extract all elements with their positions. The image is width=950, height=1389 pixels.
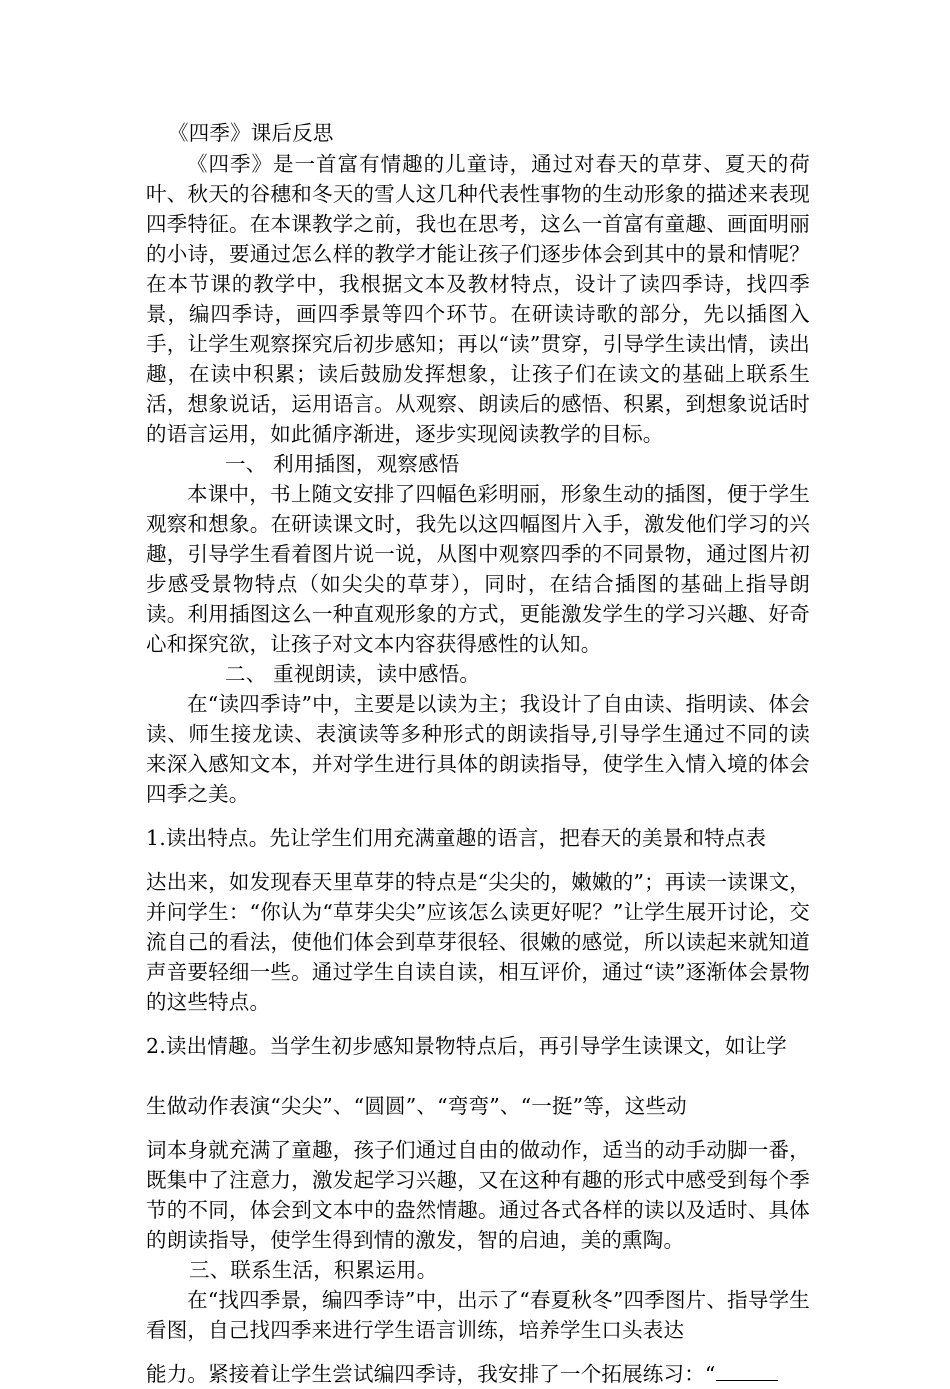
section-3-last-text: 能力。紧接着让学生尝试编四季诗，我安排了一个拓展练习：“ <box>146 1362 716 1386</box>
document-page <box>146 118 810 1389</box>
point-2-second-line: 生做动作表演“尖尖”、“圆圆”、“弯弯”、“一挺”等，这些动 <box>146 1094 687 1118</box>
fill-in-blank-line <box>716 1360 778 1381</box>
section-1-heading: 一、 利用插图，观察感悟 <box>225 452 460 476</box>
section-2-paragraph: 在“读四季诗”中，主要是以读为主；我设计了自由读、指明读、体会读、师生接龙读、表演读等多种形式的朗读指导,引导学生通过不同的读来深入感知文本，并对学生进行具体的朗读指导，使学生入情入境的体会四季之美。 <box>146 692 810 806</box>
point-2-paragraph: 词本身就充满了童趣，孩子们通过自由的做动作，适当的动手动脚一番，既集中了注意力，激发起学习兴趣，又在这种有趣的形式中感受到每个季节的不同，体会到文本中的盎然情趣。通过各式各样的读以及适时、具体的朗读指导，使学生得到情的激发，智的启迪，美的熏陶。 <box>146 1138 810 1252</box>
document-title: 《四季》课后反思 <box>168 121 334 145</box>
section-3-paragraph: 在“找四季景，编四季诗”中，出示了“春夏秋冬”四季图片、指导学生看图，自己找四季来进行学生语言训练，培养学生口头表达 <box>146 1288 810 1342</box>
section-3-last-line <box>146 1359 810 1389</box>
section-2-heading: 二、 重视朗读，读中感悟。 <box>225 662 481 686</box>
point-1-paragraph: 达出来，如发现春天里草芽的特点是“尖尖的，嫩嫩的”；再读一读课文，并问学生：“你认为“草芽尖尖”应该怎么读更好呢？”让学生展开讨论，交流自己的看法，使他们体会到草芽很轻、很嫩的感觉，所以读起来就知道声音要轻细一些。通过学生自读自读，相互评价，通过“读”逐渐体会景物的这些特点。 <box>146 870 810 1014</box>
point-1-first-line: 1.读出特点。先让学生们用充满童趣的语言，把春天的美景和特点表 <box>146 826 767 850</box>
section-1-paragraph: 本课中，书上随文安排了四幅色彩明丽，形象生动的插图，便于学生观察和想象。在研读课文时，我先以这四幅图片入手，激发他们学习的兴趣，引导学生看着图片说一说，从图中观察四季的不同景物，通过图片初步感受景物特点（如尖尖的草芽），同时，在结合插图的基础上指导朗读。利用插图这么一种直观形象的方式，更能激发学生的学习兴趣、好奇心和探究欲，让孩子对文本内容获得感性的认知。 <box>146 482 810 656</box>
point-2-first-line: 2.读出情趣。当学生初步感知景物特点后，再引导学生读课文，如让学 <box>146 1034 787 1058</box>
section-3-heading: 三、联系生活，积累运用。 <box>189 1258 438 1282</box>
intro-paragraph: 《四季》是一首富有情趣的儿童诗，通过对春天的草芽、夏天的荷叶、秋天的谷穗和冬天的雪人这几种代表性事物的生动形象的描述来表现四季特征。在本课教学之前，我也在思考，这么一首富有童趣、画面明丽的小诗，要通过怎么样的教学才能让孩子们逐步体会到其中的景和情呢？在本节课的教学中，我根据文本及教材特点，设计了读四季诗，找四季景，编四季诗，画四季景等四个环节。在研读诗歌的部分，先以插图入手，让学生观察探究后初步感知；再以“读”贯穿，引导学生读出情，读出趣，在读中积累；读后鼓励发挥想象，让孩子们在读文的基础上联系生活，想象说话，运用语言。从观察、朗读后的感悟、积累，到想象说话时的语言运用，如此循序渐进，逐步实现阅读教学的目标。 <box>146 152 810 446</box>
